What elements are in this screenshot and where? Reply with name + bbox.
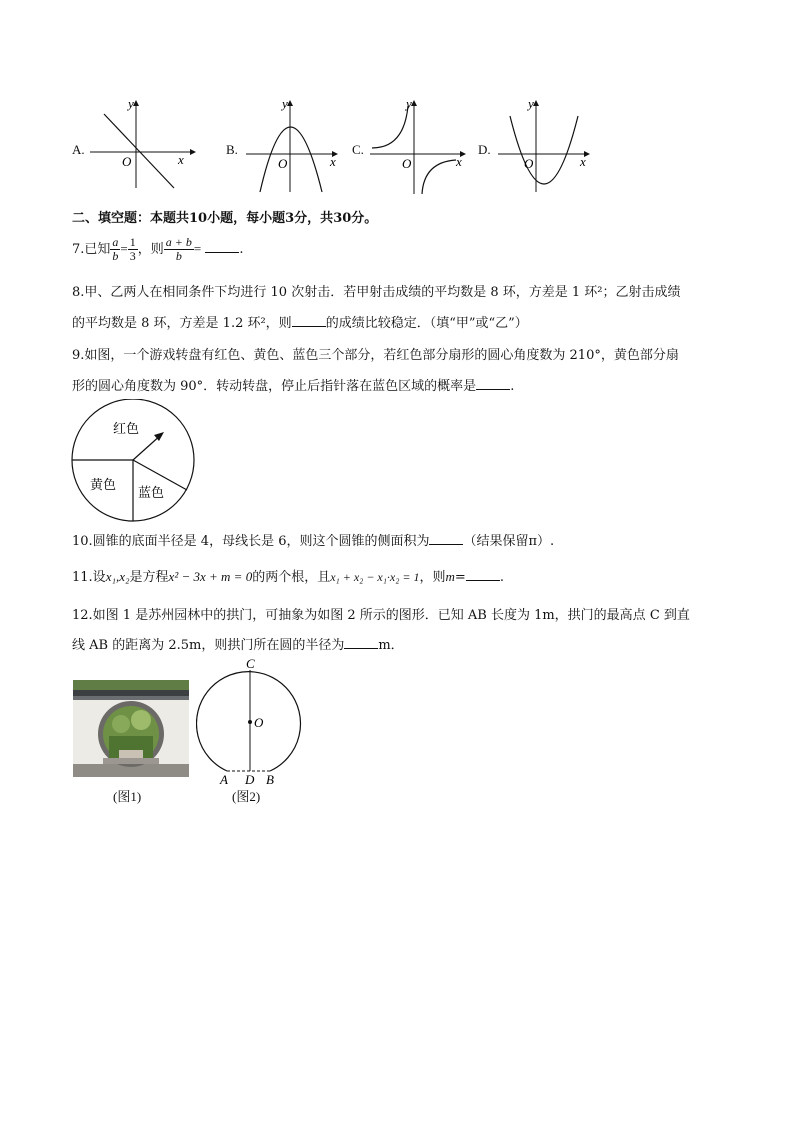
figure-1-caption: (图1) xyxy=(113,789,142,804)
svg-text:y: y xyxy=(528,96,534,111)
svg-text:x: x xyxy=(330,154,336,169)
svg-text:y: y xyxy=(282,96,288,111)
point-b: B xyxy=(266,772,274,786)
question-9-line1: 9.如图，一个游戏转盘有红色、黄色、蓝色三个部分，若红色部分扇形的圆心角度数为 210°，黄色部分扇 xyxy=(72,348,679,363)
answer-blank[interactable] xyxy=(429,532,463,545)
svg-text:x: x xyxy=(178,152,184,167)
option-a-graph xyxy=(86,96,198,192)
figure-2-caption: (图2) xyxy=(232,789,261,804)
question-8-line1: 8.甲、乙两人在相同条件下均进行 10 次射击．若甲射击成绩的平均数是 8 环，方差是 1 环²；乙射击成绩 xyxy=(72,285,681,300)
svg-text:O: O xyxy=(278,156,288,171)
yellow-label: 黄色 xyxy=(90,477,117,492)
answer-blank[interactable] xyxy=(292,314,326,327)
blue-label: 蓝色 xyxy=(138,485,165,500)
option-c-graph xyxy=(364,96,474,196)
option-c-label: C. xyxy=(352,142,364,157)
point-c: C xyxy=(246,656,255,671)
answer-blank[interactable] xyxy=(466,568,500,581)
svg-text:O: O xyxy=(122,154,132,169)
arch-diagram xyxy=(196,656,306,786)
garden-gate-photo xyxy=(73,680,189,777)
question-10: 10.圆锥的底面半径是 4，母线长是 6，则这个圆锥的侧面积为 （结果保留π）. xyxy=(72,534,555,549)
option-b-graph xyxy=(240,96,344,196)
svg-text:O: O xyxy=(524,156,534,171)
option-b-label: B. xyxy=(226,142,238,157)
svg-text:O: O xyxy=(402,156,412,171)
point-a: A xyxy=(220,772,228,786)
svg-text:y: y xyxy=(406,96,412,111)
red-label: 红色 xyxy=(113,421,140,436)
svg-text:x: x xyxy=(456,154,462,169)
question-11: 11.设x₁,x₂是方程x² − 3x + m = 0的两个根，且x₁ + x₂ − x₁·x₂ = 1，则m= . xyxy=(72,569,504,585)
option-d-label: D. xyxy=(478,142,491,157)
question-12-line2: 线 AB 的距离为 2.5m，则拱门所在圆的半径为 m． xyxy=(72,638,404,653)
question-9-line2: 形的圆心角度数为 90°．转动转盘，停止后指针落在蓝色区域的概率是 . xyxy=(72,379,515,394)
spinner-diagram xyxy=(70,399,198,523)
svg-text:x: x xyxy=(580,154,586,169)
answer-blank[interactable] xyxy=(205,240,239,253)
section2-title: 二、填空题：本题共10小题，每小题3分，共30分。 xyxy=(72,211,378,226)
svg-text:y: y xyxy=(128,96,134,111)
question-8-line2: 的平均数是 8 环，方差是 1.2 环²，则 的成绩比较稳定．（填“甲”或“乙”） xyxy=(72,316,528,331)
point-d: D xyxy=(245,772,255,786)
question-7: 7.已知 $\frac{a}{b}$ = $\frac{1}{3}$ ，则 $\frac{a + b}{b}$ = . xyxy=(72,235,244,263)
answer-blank[interactable] xyxy=(476,377,510,390)
answer-blank[interactable] xyxy=(344,636,378,649)
option-a-label: A. xyxy=(72,142,85,157)
option-d-graph xyxy=(494,96,598,196)
point-o: O xyxy=(254,715,264,730)
question-12-line1: 12.如图 1 是苏州园林中的拱门，可抽象为如图 2 所示的图形．已知 AB 长度为 1m，拱门的最高点 C 到直 xyxy=(72,608,690,623)
